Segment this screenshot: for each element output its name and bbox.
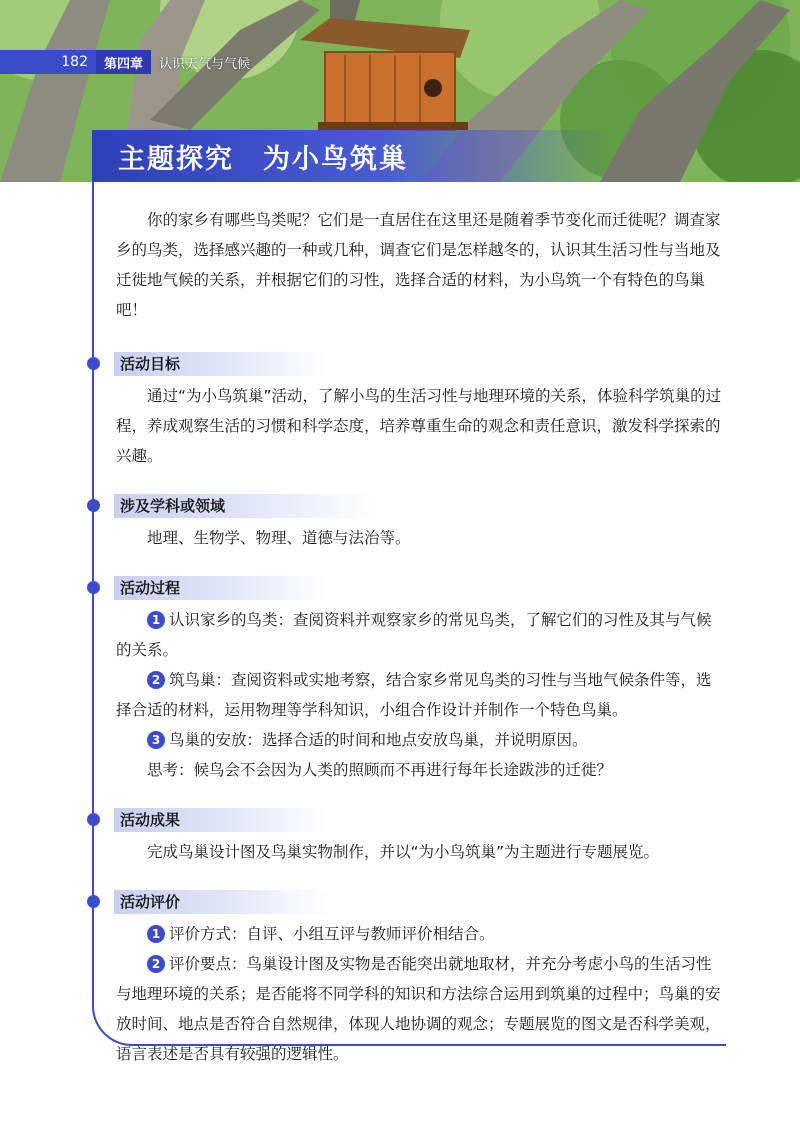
evaluation-item: [116, 949, 726, 1069]
page-content: [116, 205, 726, 1069]
result-text: 完成鸟巢设计图及鸟巢实物制作，并以“为小鸟筑巢”为主题进行专题展览。: [147, 843, 660, 861]
section-evaluation: [116, 889, 726, 1069]
section-heading: 活动评价: [120, 893, 181, 911]
chapter-bar: [0, 50, 300, 74]
section-goal: [116, 351, 726, 471]
process-step-text: 鸟巢的安放：选择合适的时间和地点安放鸟巢，并说明原因。: [169, 731, 588, 749]
think-question: 思考：候鸟会不会因为人类的照顾而不再进行每年长途跋涉的迁徙？: [147, 761, 613, 779]
intro-paragraph: 你的家乡有哪些鸟类呢？它们是一直居住在这里还是随着季节变化而迁徙呢？调查家乡的鸟类，选择感兴趣的一种或几种，调查它们是怎样越冬的，认识其生活习性与当地及迁徙地气候的关系，并根据它们的习性，选择合适的材料，为小鸟筑一个有特色的鸟巢吧！: [116, 211, 721, 319]
chapter-title: 认识天气与气候: [159, 56, 251, 72]
section-heading: 活动目标: [120, 355, 181, 373]
section-heading: 活动成果: [120, 811, 181, 829]
section-subjects: [116, 493, 726, 553]
section-heading: 涉及学科或领域: [120, 497, 226, 515]
evaluation-item-text: 评价方式：自评、小组互评与教师评价相结合。: [169, 925, 495, 943]
section-header: [88, 807, 726, 833]
number-2-icon: 2: [147, 671, 165, 689]
process-step: [116, 605, 726, 665]
subjects-text: 地理、生物学、物理、道德与法治等。: [147, 529, 411, 547]
process-step-text: 筑鸟巢：查阅资料或实地考察，结合家乡常见鸟类的习性与当地气候条件等，选择合适的材料，运用物理等学科知识，小组合作设计并制作一个特色鸟巢。: [116, 671, 712, 719]
topic-title-bar: [92, 130, 612, 182]
bullet-dot-icon: [87, 581, 100, 594]
topic-title: 主题探究 为小鸟筑巢: [118, 143, 408, 175]
header-photo: [0, 0, 800, 182]
goal-text: 通过“为小鸟筑巢”活动，了解小鸟的生活习性与地理环境的关系，体验科学筑巢的过程，养成观察生活的习惯和科学态度，培养尊重生命的观念和责任意识，激发科学探索的兴趣。: [116, 387, 722, 465]
section-heading: 活动过程: [120, 579, 181, 597]
section-header: [88, 351, 726, 377]
page-number: 182: [0, 50, 96, 74]
section-process: [116, 575, 726, 785]
evaluation-item: [116, 919, 726, 949]
number-1-icon: 1: [147, 925, 165, 943]
bullet-dot-icon: [87, 813, 100, 826]
chapter-tag: 第四章: [96, 50, 151, 74]
section-header: [88, 889, 726, 915]
section-result: [116, 807, 726, 867]
process-step: [116, 725, 726, 755]
bullet-dot-icon: [87, 895, 100, 908]
section-header: [88, 493, 726, 519]
bullet-dot-icon: [87, 357, 100, 370]
bullet-dot-icon: [87, 499, 100, 512]
number-2-icon: 2: [147, 955, 165, 973]
process-step: [116, 665, 726, 725]
number-3-icon: 3: [147, 731, 165, 749]
number-1-icon: 1: [147, 611, 165, 629]
process-step-text: 认识家乡的鸟类：查阅资料并观察家乡的常见鸟类，了解它们的习性及其与气候的关系。: [116, 611, 712, 659]
evaluation-item-text: 评价要点：鸟巢设计图及实物是否能突出就地取材，并充分考虑小鸟的生活习性与地理环境的关系；是否能将不同学科的知识和方法综合运用到筑巢的过程中；鸟巢的安放时间、地点是否符合自然规律，体现人地协调的观念；专题展览的图文是否科学美观，语言表述是否具有较强的逻辑性。: [116, 955, 721, 1063]
section-header: [88, 575, 726, 601]
